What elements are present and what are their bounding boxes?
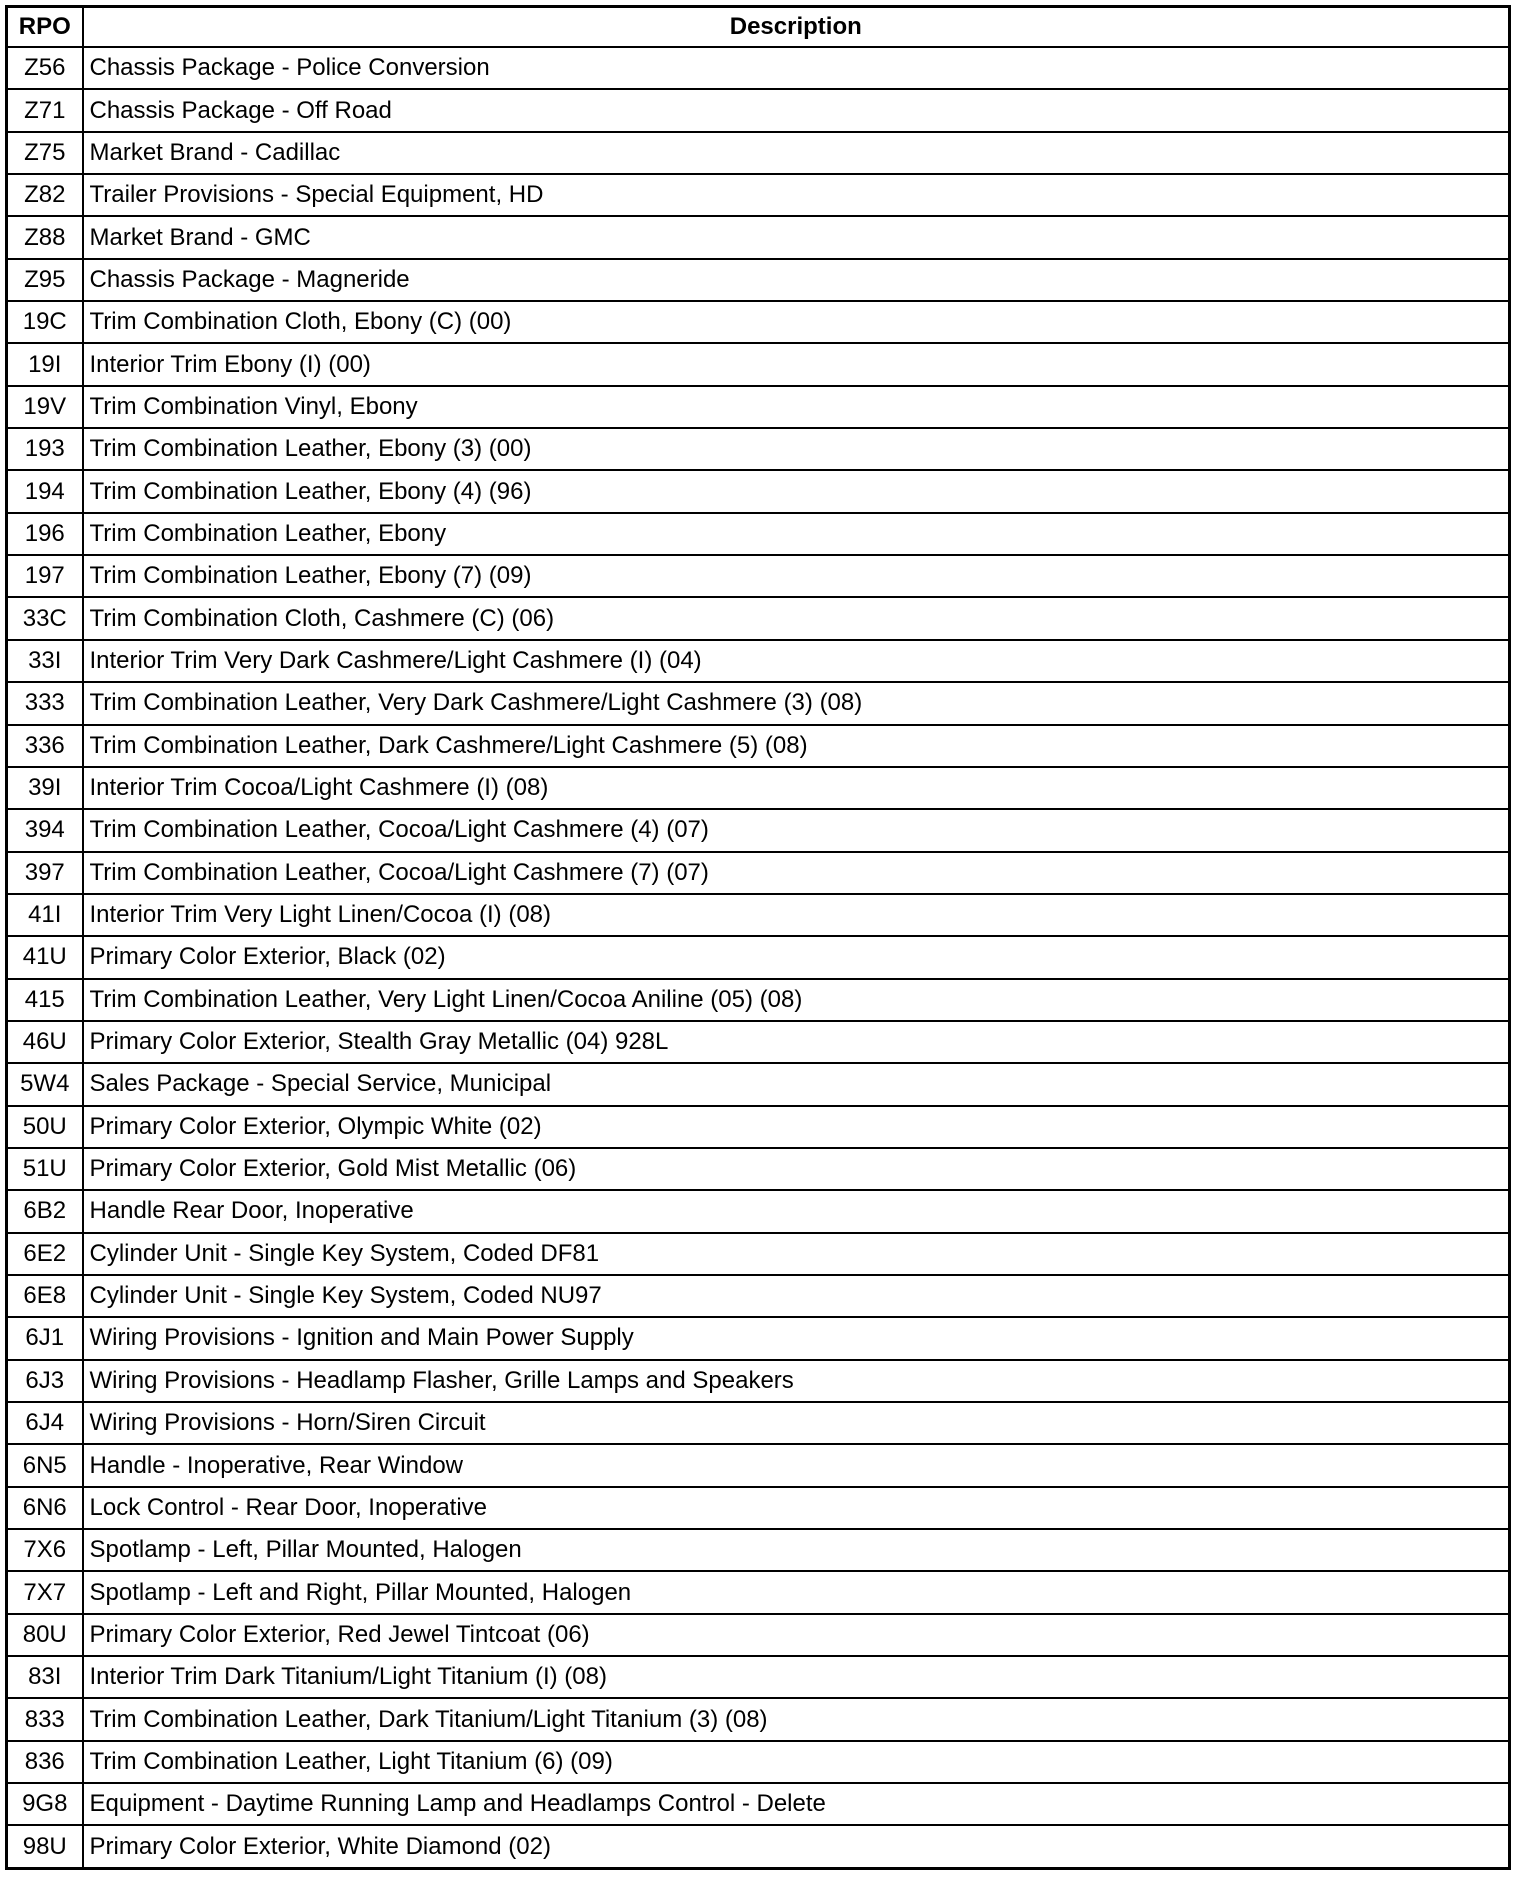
description-cell: Handle - Inoperative, Rear Window: [83, 1444, 1510, 1486]
table-row: [7, 216, 1510, 258]
rpo-code-cell: Z56: [7, 47, 83, 89]
rpo-code-cell: 5W4: [7, 1063, 83, 1105]
table-row: [7, 852, 1510, 894]
rpo-code-cell: 39I: [7, 767, 83, 809]
description-cell: Sales Package - Special Service, Municipal: [83, 1063, 1510, 1105]
rpo-code-cell: 6E2: [7, 1233, 83, 1275]
description-cell: Spotlamp - Left and Right, Pillar Mounted, Halogen: [83, 1571, 1510, 1613]
rpo-code-cell: 6B2: [7, 1190, 83, 1232]
table-row: [7, 555, 1510, 597]
rpo-code-cell: 336: [7, 725, 83, 767]
description-cell: Wiring Provisions - Headlamp Flasher, Grille Lamps and Speakers: [83, 1360, 1510, 1402]
description-cell: Handle Rear Door, Inoperative: [83, 1190, 1510, 1232]
table-row: [7, 1571, 1510, 1613]
description-cell: Primary Color Exterior, Red Jewel Tintcoat (06): [83, 1614, 1510, 1656]
description-cell: Trailer Provisions - Special Equipment, HD: [83, 174, 1510, 216]
description-cell: Wiring Provisions - Ignition and Main Power Supply: [83, 1317, 1510, 1359]
rpo-code-cell: 194: [7, 470, 83, 512]
description-cell: Primary Color Exterior, Stealth Gray Metallic (04) 928L: [83, 1021, 1510, 1063]
rpo-code-cell: 6E8: [7, 1275, 83, 1317]
rpo-code-cell: 6N6: [7, 1487, 83, 1529]
table-row: [7, 301, 1510, 343]
description-cell: Trim Combination Leather, Dark Titanium/Light Titanium (3) (08): [83, 1698, 1510, 1740]
rpo-code-cell: 41I: [7, 894, 83, 936]
table-row: [7, 1656, 1510, 1698]
rpo-code-cell: 7X6: [7, 1529, 83, 1571]
rpo-code-cell: 41U: [7, 936, 83, 978]
table-row: [7, 1021, 1510, 1063]
description-cell: Primary Color Exterior, Gold Mist Metallic (06): [83, 1148, 1510, 1190]
table-row: [7, 1825, 1510, 1868]
table-row: [7, 259, 1510, 301]
table-row: [7, 343, 1510, 385]
table-row: [7, 725, 1510, 767]
table-row: [7, 1233, 1510, 1275]
table-row: [7, 1783, 1510, 1825]
table-row: [7, 640, 1510, 682]
table-row: [7, 1698, 1510, 1740]
header-row: [7, 7, 1510, 48]
table-row: [7, 47, 1510, 89]
rpo-code-cell: Z95: [7, 259, 83, 301]
rpo-code-cell: 6N5: [7, 1444, 83, 1486]
rpo-code-cell: 836: [7, 1741, 83, 1783]
description-cell: Trim Combination Cloth, Ebony (C) (00): [83, 301, 1510, 343]
table-row: [7, 1148, 1510, 1190]
rpo-code-cell: 50U: [7, 1106, 83, 1148]
rpo-code-cell: 33C: [7, 597, 83, 639]
table-row: [7, 1190, 1510, 1232]
description-cell: Cylinder Unit - Single Key System, Coded DF81: [83, 1233, 1510, 1275]
rpo-column-header: RPO: [7, 7, 83, 48]
description-column-header: Description: [83, 7, 1510, 48]
table-row: [7, 428, 1510, 470]
description-cell: Trim Combination Leather, Ebony: [83, 513, 1510, 555]
description-cell: Chassis Package - Police Conversion: [83, 47, 1510, 89]
rpo-code-cell: 333: [7, 682, 83, 724]
description-cell: Trim Combination Leather, Very Light Linen/Cocoa Aniline (05) (08): [83, 979, 1510, 1021]
table-row: [7, 979, 1510, 1021]
rpo-code-cell: 19V: [7, 386, 83, 428]
description-cell: Interior Trim Dark Titanium/Light Titanium (I) (08): [83, 1656, 1510, 1698]
description-cell: Interior Trim Cocoa/Light Cashmere (I) (08): [83, 767, 1510, 809]
rpo-code-cell: 415: [7, 979, 83, 1021]
table-row: [7, 1063, 1510, 1105]
description-cell: Trim Combination Leather, Cocoa/Light Cashmere (7) (07): [83, 852, 1510, 894]
description-cell: Trim Combination Leather, Dark Cashmere/Light Cashmere (5) (08): [83, 725, 1510, 767]
table-row: [7, 809, 1510, 851]
table-row: [7, 470, 1510, 512]
rpo-code-cell: 98U: [7, 1825, 83, 1868]
table-row: [7, 386, 1510, 428]
rpo-code-cell: 46U: [7, 1021, 83, 1063]
rpo-code-cell: 19C: [7, 301, 83, 343]
description-cell: Primary Color Exterior, White Diamond (02): [83, 1825, 1510, 1868]
description-cell: Interior Trim Very Light Linen/Cocoa (I) (08): [83, 894, 1510, 936]
description-cell: Trim Combination Leather, Very Dark Cashmere/Light Cashmere (3) (08): [83, 682, 1510, 724]
description-cell: Trim Combination Leather, Cocoa/Light Cashmere (4) (07): [83, 809, 1510, 851]
description-cell: Trim Combination Leather, Ebony (7) (09): [83, 555, 1510, 597]
table-row: [7, 1317, 1510, 1359]
rpo-code-cell: 193: [7, 428, 83, 470]
table-row: [7, 1444, 1510, 1486]
rpo-code-cell: 83I: [7, 1656, 83, 1698]
rpo-code-cell: 397: [7, 852, 83, 894]
rpo-code-cell: Z71: [7, 89, 83, 131]
rpo-code-cell: Z75: [7, 132, 83, 174]
table-row: [7, 1741, 1510, 1783]
table-row: [7, 1106, 1510, 1148]
rpo-code-cell: 197: [7, 555, 83, 597]
description-cell: Trim Combination Leather, Ebony (4) (96): [83, 470, 1510, 512]
description-cell: Trim Combination Leather, Ebony (3) (00): [83, 428, 1510, 470]
rpo-code-cell: Z82: [7, 174, 83, 216]
description-cell: Market Brand - Cadillac: [83, 132, 1510, 174]
rpo-code-cell: 7X7: [7, 1571, 83, 1613]
description-cell: Interior Trim Very Dark Cashmere/Light Cashmere (I) (04): [83, 640, 1510, 682]
description-cell: Trim Combination Cloth, Cashmere (C) (06): [83, 597, 1510, 639]
description-cell: Cylinder Unit - Single Key System, Coded NU97: [83, 1275, 1510, 1317]
rpo-code-cell: Z88: [7, 216, 83, 258]
rpo-code-cell: 6J3: [7, 1360, 83, 1402]
description-cell: Trim Combination Leather, Light Titanium (6) (09): [83, 1741, 1510, 1783]
description-cell: Trim Combination Vinyl, Ebony: [83, 386, 1510, 428]
rpo-table: [5, 5, 1511, 1870]
table-row: [7, 597, 1510, 639]
table-row: [7, 1402, 1510, 1444]
table-row: [7, 894, 1510, 936]
rpo-code-cell: 196: [7, 513, 83, 555]
description-cell: Primary Color Exterior, Olympic White (02): [83, 1106, 1510, 1148]
rpo-code-cell: 6J4: [7, 1402, 83, 1444]
table-row: [7, 1529, 1510, 1571]
description-cell: Chassis Package - Off Road: [83, 89, 1510, 131]
table-row: [7, 936, 1510, 978]
description-cell: Primary Color Exterior, Black (02): [83, 936, 1510, 978]
table-row: [7, 1487, 1510, 1529]
table-row: [7, 174, 1510, 216]
rpo-code-cell: 9G8: [7, 1783, 83, 1825]
table-body: [7, 47, 1510, 1869]
table-row: [7, 1360, 1510, 1402]
description-cell: Lock Control - Rear Door, Inoperative: [83, 1487, 1510, 1529]
description-cell: Wiring Provisions - Horn/Siren Circuit: [83, 1402, 1510, 1444]
table-row: [7, 1614, 1510, 1656]
table-row: [7, 89, 1510, 131]
table-row: [7, 767, 1510, 809]
rpo-code-cell: 833: [7, 1698, 83, 1740]
table-row: [7, 513, 1510, 555]
table-row: [7, 1275, 1510, 1317]
rpo-code-cell: 19I: [7, 343, 83, 385]
rpo-code-cell: 80U: [7, 1614, 83, 1656]
description-cell: Interior Trim Ebony (I) (00): [83, 343, 1510, 385]
description-cell: Market Brand - GMC: [83, 216, 1510, 258]
description-cell: Equipment - Daytime Running Lamp and Headlamps Control - Delete: [83, 1783, 1510, 1825]
rpo-code-cell: 6J1: [7, 1317, 83, 1359]
rpo-code-cell: 33I: [7, 640, 83, 682]
rpo-code-cell: 394: [7, 809, 83, 851]
rpo-code-cell: 51U: [7, 1148, 83, 1190]
table-row: [7, 132, 1510, 174]
table-row: [7, 682, 1510, 724]
description-cell: Chassis Package - Magneride: [83, 259, 1510, 301]
description-cell: Spotlamp - Left, Pillar Mounted, Halogen: [83, 1529, 1510, 1571]
